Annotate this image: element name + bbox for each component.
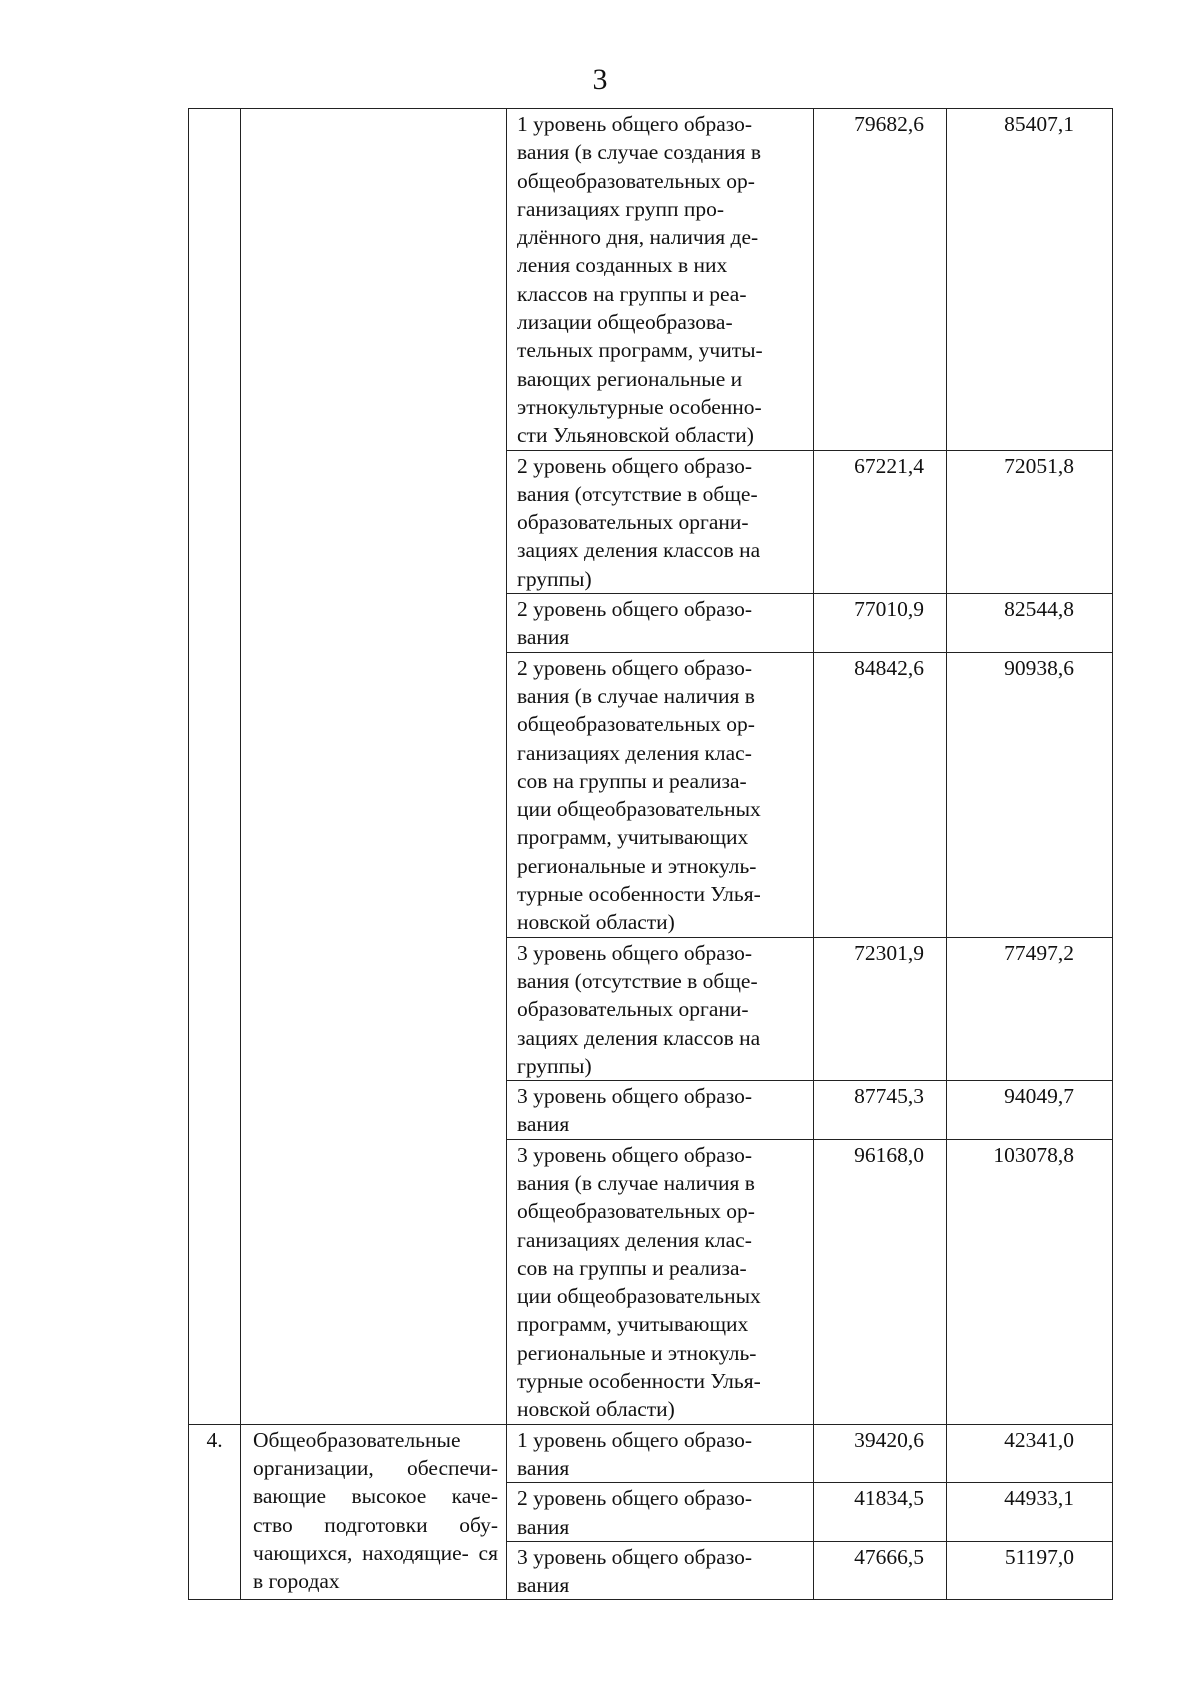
value-2-cell: 72051,8 [947, 450, 1113, 593]
level-cell [507, 1541, 814, 1600]
value-1-cell: 87745,3 [814, 1081, 947, 1140]
value-2-cell: 42341,0 [947, 1424, 1113, 1483]
level-text: 2 уровень общего образо- вания [517, 1486, 753, 1539]
value-2-cell: 44933,1 [947, 1483, 1113, 1542]
value-1-cell: 39420,6 [814, 1424, 947, 1483]
level-cell [507, 1139, 814, 1424]
value-1-cell: 47666,5 [814, 1541, 947, 1600]
value-1-cell: 79682,6 [814, 109, 947, 451]
value-2-cell: 90938,6 [947, 652, 1113, 937]
level-text: 3 уровень общего образо- вания (в случае наличия в общеобразовательных ор- ганизациях деления клас- сов на группы и реализа- ции общеобразовательных программ, учитывающих региональные и этнокуль- турные особенности Улья- новской области) [517, 1142, 761, 1422]
value-2-cell: 82544,8 [947, 594, 1113, 653]
page-number: 3 [592, 63, 608, 96]
level-text: 1 уровень общего образо- вания (в случае создания в общеобразовательных ор- ганизациях групп про- длённого дня, наличия де- ления созданных в них классов на группы и реа- лизации общеобразова- тельных программ, учиты- вающих региональные и этнокультурные особенно- сти Ульяновской области) [517, 112, 763, 448]
organization-cell [241, 109, 507, 1425]
value-1-cell: 84842,6 [814, 652, 947, 937]
value-1-cell: 41834,5 [814, 1483, 947, 1542]
value-1-cell: 72301,9 [814, 937, 947, 1080]
table-row [189, 1424, 1113, 1483]
table-row [189, 109, 1113, 451]
level-text: 2 уровень общего образо- вания (в случае наличия в общеобразовательных ор- ганизациях деления клас- сов на группы и реализа- ции общеобразовательных программ, учитывающих региональные и этнокуль- турные особенности Улья- новской области) [517, 655, 761, 935]
value-2-cell: 85407,1 [947, 109, 1113, 451]
row-number-cell: 4. [189, 1424, 241, 1600]
level-text: 3 уровень общего образо- вания [517, 1544, 753, 1598]
level-text: 3 уровень общего образо- вания [517, 1084, 753, 1137]
funding-table [188, 108, 1113, 1600]
level-cell [507, 652, 814, 937]
level-cell [507, 1424, 814, 1483]
level-text: 2 уровень общего образо- вания [517, 597, 753, 650]
level-cell [507, 450, 814, 593]
value-1-cell: 77010,9 [814, 594, 947, 653]
value-2-cell: 94049,7 [947, 1081, 1113, 1140]
value-2-cell: 77497,2 [947, 937, 1113, 1080]
level-cell [507, 937, 814, 1080]
level-cell [507, 1483, 814, 1542]
value-1-cell: 67221,4 [814, 450, 947, 593]
level-cell [507, 1081, 814, 1140]
level-text: 2 уровень общего образо- вания (отсутствие в обще- образовательных органи- зациях деления классов на группы) [517, 453, 761, 591]
level-text: 3 уровень общего образо- вания (отсутствие в обще- образовательных органи- зациях деления классов на группы) [517, 940, 761, 1078]
value-1-cell: 96168,0 [814, 1139, 947, 1424]
row-number-cell [189, 109, 241, 1425]
level-text: 1 уровень общего образо- вания [517, 1427, 753, 1480]
value-2-cell: 51197,0 [947, 1541, 1113, 1600]
level-cell [507, 109, 814, 451]
organization-cell: Общеобразовательные организации, обеспечи- вающие высокое каче- ство подготовки обу- чающихся, находящие- ся в городах [241, 1424, 507, 1600]
level-cell [507, 594, 814, 653]
value-2-cell: 103078,8 [947, 1139, 1113, 1424]
